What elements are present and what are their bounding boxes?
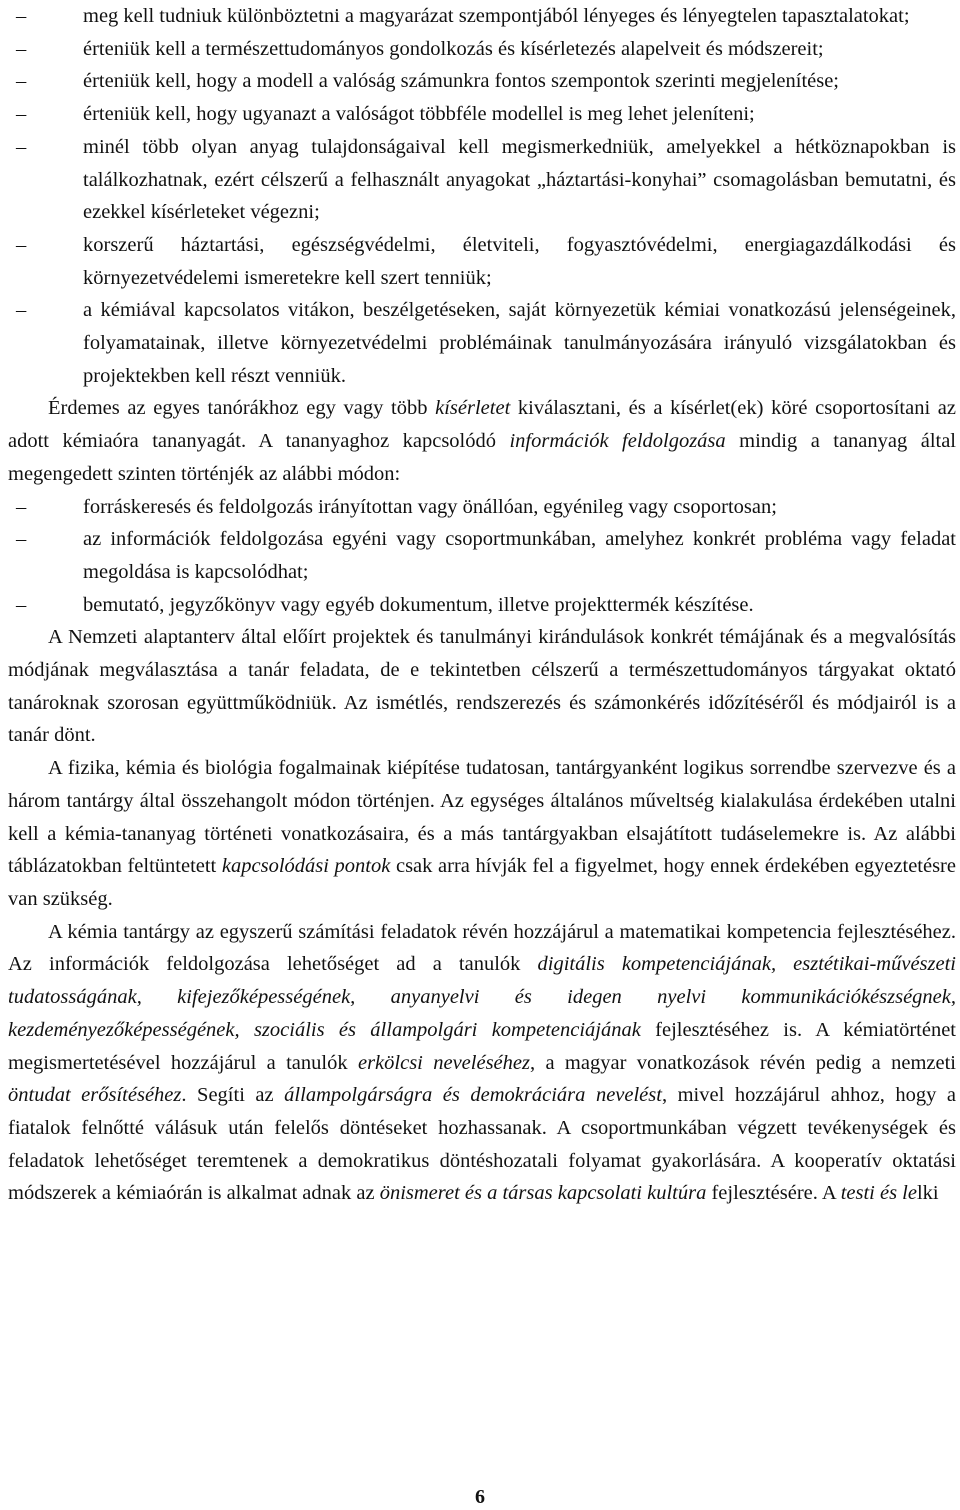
dash-bullet: – [16,5,27,27]
dash-bullet: – [16,135,27,158]
dash-bullet: – [16,70,27,93]
list-item [8,294,956,392]
list-item [8,589,956,622]
document-page [8,0,956,1210]
list-item [8,65,956,98]
emphasis: kapcsolódási pontok [221,855,391,878]
dash-bullet: – [16,233,27,256]
list-item [8,491,956,524]
text-span: lki [916,1182,939,1205]
list-item [8,0,956,33]
list-item-text: érteniük kell, hogy ugyanazt a valóságot többféle modellel is meg lehet jeleníteni; [83,103,755,126]
list-item-text: korszerű háztartási, egészségvédelmi, életviteli, fogyasztóvédelmi, energiagazdálkodási és környezetvédelemi ismeretekre kell szert tenniük; [83,233,956,289]
list-item-text: bemutató, jegyzőkönyv vagy egyéb dokumentum, illetve projekttermék készítése. [83,593,754,616]
list-item [8,229,956,294]
list-item [8,131,956,229]
emphasis: kísérletet [435,397,511,420]
text-span: fejlesztésére. A [706,1182,841,1205]
dash-bullet: – [16,495,27,518]
text-span: A kémia tantárgy az egyszerű számítási feladatok révén hozzájárul a matematikai kompetencia fejlesztéséhez. Az információk feldolgozása lehetőséget ad a tanulók [8,920,956,976]
list-item [8,523,956,588]
competency-list [8,0,956,392]
emphasis: állampolgárságra és demokráciára nevelést [284,1084,662,1107]
text-span: fejlesztéséhez is. A kémiatörténet megismertetésével hozzájárul a tanulók [8,1018,956,1074]
text-span: kiválasztani, és a kísérlet(ek) köré csoportosítani az adott kémiaóra tananyagát. A tananyaghoz kapcsolódó [8,397,957,453]
dash-bullet: – [16,528,27,551]
emphasis: önismeret és a társas kapcsolati kultúra [379,1182,707,1205]
list-item-text: érteniük kell, hogy a modell a valóság számunkra fontos szempontok szerinti megjelenítése; [83,70,840,93]
list-item [8,98,956,131]
text-span: . Segíti az [181,1084,285,1107]
dash-bullet: – [16,593,27,616]
text-span: csak arra hívják fel a figyelmet, hogy ennek érdekében egyeztetésre van szükség. [8,855,956,910]
dash-bullet: – [16,37,27,60]
list-item [8,33,956,66]
concepts-paragraph [8,752,956,916]
projects-paragraph: A Nemzeti alaptanterv által előírt projektek és tanulmányi kirándulások konkrét témájának és a megvalósítás módjának megválasztása a tanár feladata, de e tekintetben célszerű a természettudományos tárgyakat oktató tanároknak szorosan együttműködniük. Az ismétlés, rendszerezés és számonkérés időzítéséről és módjairól is a tanár dönt. [8,626,956,747]
list-item-text: minél több olyan anyag tulajdonságaival kell megismerkedniük, amelyekkel a hétköznapokban is találkozhatnak, ezért célszerű a felhasznált anyagokat „háztartási-konyhai” csomagolásban bemutatni, és ezekkel kísérleteket végezni; [83,135,956,224]
competencies-paragraph [8,916,956,1210]
experiments-paragraph [8,392,956,490]
emphasis: digitális kompetenciájának, esztétikai-művészeti tudatosságának, kifejezőképességének, anyanyelvi és idegen nyelvi kommunikációkészségnek, kezdeményezőképességének, szociális és állampolgári kompetenciájának [8,953,956,1041]
emphasis: információk feldolgozása [509,430,726,453]
list-item-text: az információk feldolgozása egyéni vagy csoportmunkában, amelyhez konkrét probléma vagy feladat megoldása is kapcsolódhat; [83,528,956,583]
text-span: , a magyar vonatkozások révén pedig a nemzeti [529,1051,957,1074]
dash-bullet: – [16,299,27,322]
list-item-text: a kémiával kapcsolatos vitákon, beszélgetéseken, saját környezetük kémiai vonatkozású jelenségeinek, folyamatainak, illetve környezetvédelmi problémáinak tanulmányozására irányuló vizsgálatokban és projektekben kell részt venniük. [83,299,956,387]
text-span: mindig a tananyag által megengedett szinten történjék az alábbi módon: [8,430,957,485]
list-item-text: érteniük kell a természettudományos gondolkozás és kísérletezés alapelveit és módszereit; [83,37,824,60]
information-processing-list [8,491,956,622]
text-span: , mivel hozzájárul ahhoz, hogy a fiatalok felnőtté válásuk után felelős döntéseket hozhassanak. A csoportmunkában végzett tevékenységek és feladatok lehetőséget teremtenek a demokratikus döntéshozatali folyamat gyakorlására. A kooperatív oktatási módszerek a kémiaórán is alkalmat adnak az [8,1084,956,1205]
page-number: 6 [475,1486,485,1508]
emphasis: erkölcsi neveléséhez [357,1051,530,1074]
text-span: A fizika, kémia és biológia fogalmainak kiépítése tudatosan, tantárgyanként logikus sorrendbe szervezve és a három tantárgy által összehangolt módon történjen. Az egységes általános műveltség kialakulása érdekében utalni kell a kémia-tananyag történeti vonatkozásaira, és a más tantárgyakban elsajátított tudáselemekre is. Az alábbi táblázatokban feltüntetett [8,757,956,878]
list-item-text: forráskeresés és feldolgozás irányítottan vagy önállóan, egyénileg vagy csoportosan; [83,495,777,518]
dash-bullet: – [16,103,27,126]
text-span: Érdemes az egyes tanórákhoz egy vagy több [48,397,436,420]
emphasis: öntudat erősítéséhez [8,1084,182,1107]
list-item-text: meg kell tudniuk különböztetni a magyarázat szempontjából lényeges és lényegtelen tapasztalatokat; [83,5,910,27]
emphasis: testi és le [840,1182,917,1205]
